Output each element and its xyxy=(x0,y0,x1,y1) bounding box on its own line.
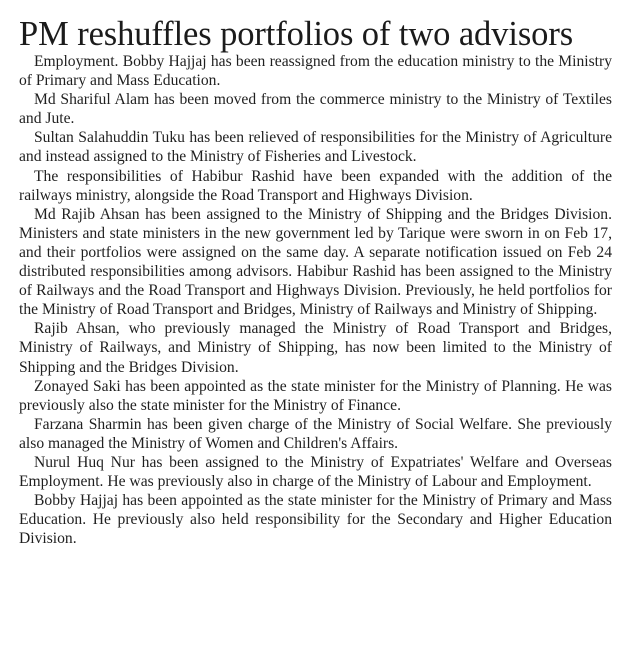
article-paragraph: Md Shariful Alam has been moved from the commerce ministry to the Ministry of Textiles and Jute. xyxy=(19,91,612,128)
article-paragraph: Employment. Bobby Hajjaj has been reassigned from the education ministry to the Ministry of Primary and Mass Education. xyxy=(19,53,612,90)
article-headline: PM reshuffles portfolios of two advisors xyxy=(19,15,574,53)
article-paragraph: Nurul Huq Nur has been assigned to the Ministry of Expatriates' Welfare and Overseas Employment. He was previously also in charge of the Ministry of Labour and Employment. xyxy=(19,453,612,491)
article-paragraph: The responsibilities of Habibur Rashid have been expanded with the addition of the railways ministry, alongside the Road Transport and Highways Division. xyxy=(19,167,612,204)
article-paragraph: Rajib Ahsan, who previously managed the Ministry of Road Transport and Bridges, Ministry of Railways, and Ministry of Shipping, has now been limited to the Ministry of Shipping and the Bridges Division. xyxy=(19,320,612,376)
article-paragraph: Zonayed Saki has been appointed as the state minister for the Ministry of Planning. He was previously also the state minister for the Ministry of Finance. xyxy=(19,377,612,414)
article-paragraph: Md Rajib Ahsan has been assigned to the Ministry of Shipping and the Bridges Division. Ministers and state ministers in the new government led by Tarique were sworn in on Feb 17, and their portfolios were assigned on the same day. A separate notification issued on Feb 24 distributed responsibilities among advisors. Habibur Rashid has been assigned to the Ministry of Railways and the Road Transport and Highways Division. Previously, he held portfolios for the Ministry of Road Transport and Bridges, Ministry of Railways and Ministry of Shipping. xyxy=(19,205,612,319)
article-paragraph: Sultan Salahuddin Tuku has been relieved of responsibilities for the Ministry of Agriculture and instead assigned to the Ministry of Fisheries and Livestock. xyxy=(19,129,612,166)
article-body xyxy=(19,52,612,548)
article-paragraph: Farzana Sharmin has been given charge of the Ministry of Social Welfare. She previously also managed the Ministry of Women and Children's Affairs. xyxy=(19,415,612,452)
article-paragraph: Bobby Hajjaj has been appointed as the state minister for the Ministry of Primary and Mass Education. He previously also held responsibility for the Secondary and Higher Education Division. xyxy=(19,492,612,548)
